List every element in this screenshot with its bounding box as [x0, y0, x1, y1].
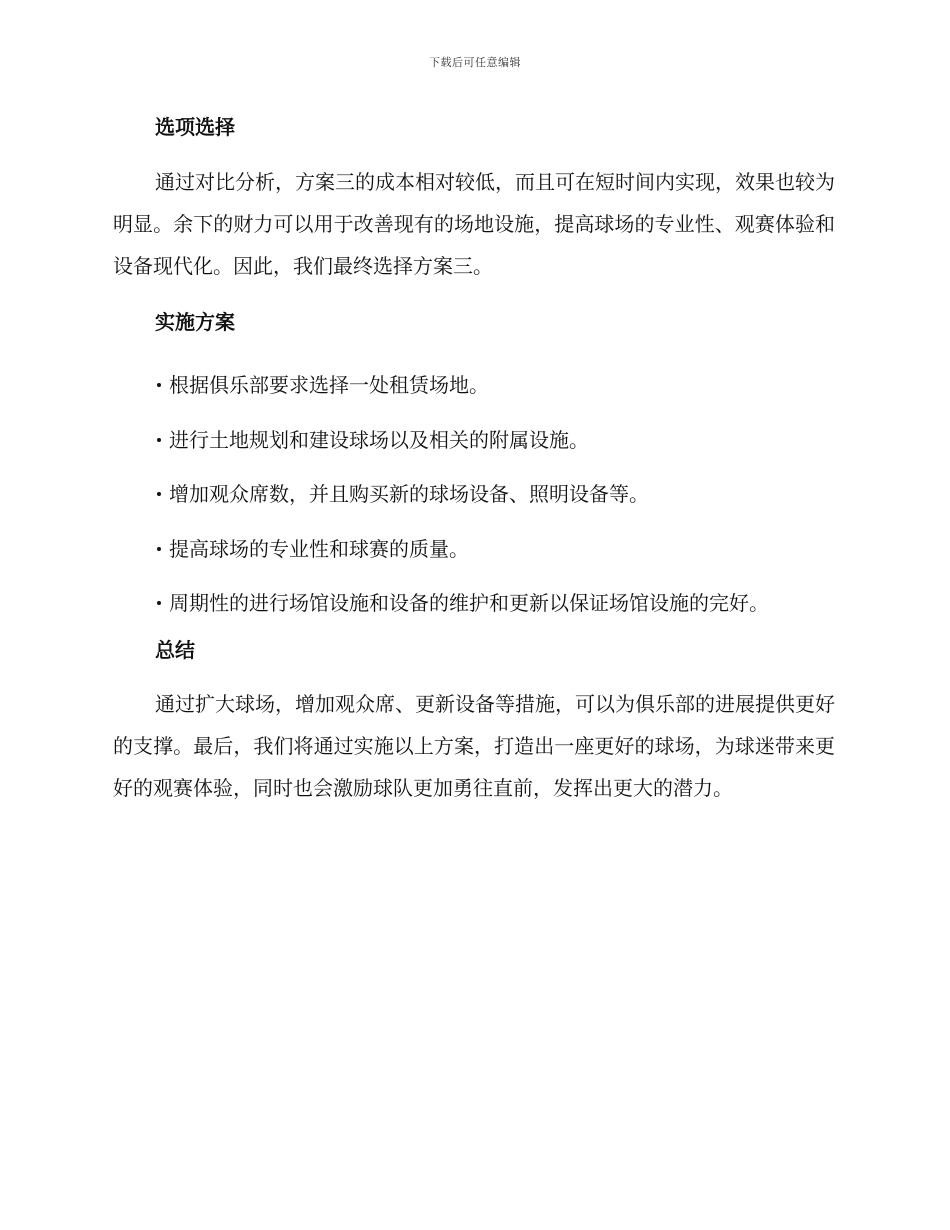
summary-paragraph: 通过扩大球场，增加观众席、更新设备等措施，可以为俱乐部的进展提供更好的支撑。最后，我们将通过实施以上方案，打造出一座更好的球场，为球迷带来更好的观赛体验，同时也会激励球队更加勇往直前，发挥出更大的潜力。 — [113, 692, 835, 800]
list-item — [155, 522, 769, 577]
bullet-icon — [157, 547, 161, 551]
list-item-text: 增加观众席数，并且购买新的球场设备、照明设备等。 — [169, 482, 649, 506]
bullet-icon — [157, 383, 161, 387]
list-item — [155, 358, 769, 413]
list-item-text: 周期性的进行场馆设施和设备的维护和更新以保证场馆设施的完好。 — [169, 591, 769, 615]
list-item — [155, 467, 769, 522]
list-item-text: 根据俱乐部要求选择一处租赁场地。 — [169, 373, 489, 397]
section-heading-selection: 选项选择 — [155, 115, 235, 139]
list-item — [155, 576, 769, 631]
bullet-icon — [157, 601, 161, 605]
bullet-icon — [157, 492, 161, 496]
page-header: 下载后可任意编辑 — [429, 56, 521, 69]
implementation-list — [155, 358, 769, 631]
bullet-icon — [157, 438, 161, 442]
selection-paragraph: 通过对比分析，方案三的成本相对较低，而且可在短时间内实现，效果也较为明显。余下的财力可以用于改善现有的场地设施，提高球场的专业性、观赛体验和设备现代化。因此，我们最终选择方案三。 — [113, 170, 835, 278]
list-item — [155, 413, 769, 468]
list-item-text: 提高球场的专业性和球赛的质量。 — [169, 536, 469, 561]
section-heading-implementation: 实施方案 — [155, 310, 235, 334]
section-heading-summary: 总结 — [155, 638, 195, 662]
list-item-text: 进行土地规划和建设球场以及相关的附属设施。 — [169, 427, 589, 452]
